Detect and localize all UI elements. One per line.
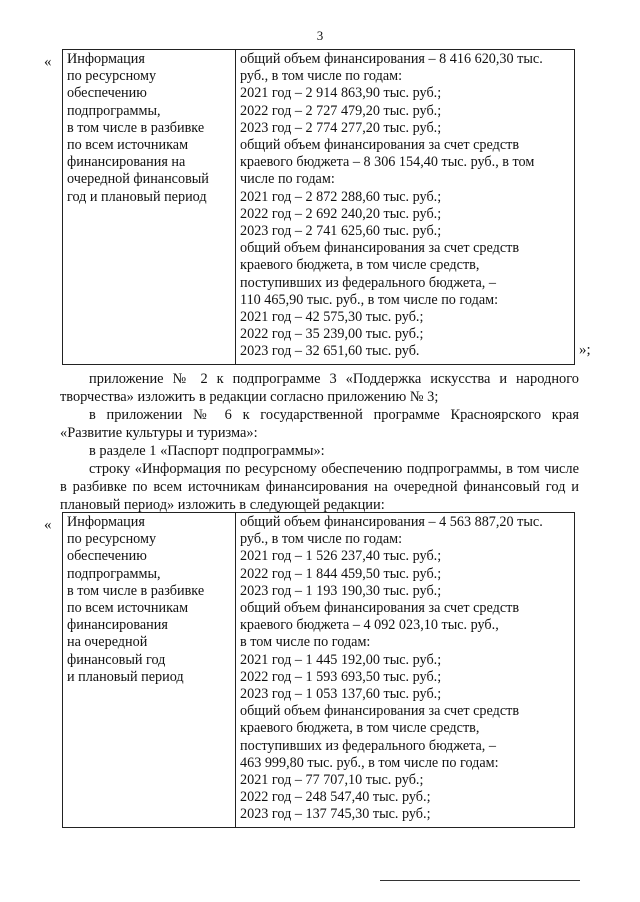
table-1-value-cell xyxy=(236,50,575,365)
label-line: очередной финансовый xyxy=(67,171,209,188)
funding-line: 2021 год – 2 872 288,60 тыс. руб.; xyxy=(240,188,442,205)
funding-line: 2023 год – 1 053 137,60 тыс. руб.; xyxy=(240,686,442,703)
funding-line: краевого бюджета, в том числе средств, xyxy=(240,257,480,274)
label-line: по всем источникам xyxy=(67,600,189,617)
funding-line: 2023 год – 2 774 277,20 тыс. руб.; xyxy=(240,119,442,136)
label-line: по всем источникам xyxy=(67,137,189,154)
funding-line: 2022 год – 2 727 479,20 тыс. руб.; xyxy=(240,102,442,119)
label-line: в том числе в разбивке xyxy=(67,119,205,136)
funding-line: 2023 год – 1 193 190,30 тыс. руб.; xyxy=(240,582,442,599)
opening-quote-1: « xyxy=(44,54,52,70)
funding-line: руб., в том числе по годам: xyxy=(240,531,403,548)
funding-line: общий объем финансирования за счет средств xyxy=(240,240,520,257)
label-line: обеспечению xyxy=(67,85,147,102)
label-line: финансовый год xyxy=(67,651,166,668)
funding-line: числе по годам: xyxy=(240,171,335,188)
label-line: обеспечению xyxy=(67,548,147,565)
funding-line: краевого бюджета, в том числе средств, xyxy=(240,720,480,737)
funding-line: 110 465,90 тыс. руб., в том числе по годам: xyxy=(240,291,499,308)
funding-line: 2021 год – 77 707,10 тыс. руб.; xyxy=(240,772,424,789)
funding-line: общий объем финансирования за счет средств xyxy=(240,600,520,617)
footer-divider xyxy=(380,880,580,881)
label-line: финансирования на xyxy=(67,154,186,171)
closing-quote-1: »; xyxy=(579,342,591,358)
funding-line: 2021 год – 1 445 192,00 тыс. руб.; xyxy=(240,651,442,668)
paragraph-section-1: в разделе 1 «Паспорт подпрограммы»: xyxy=(89,443,325,459)
funding-line: в том числе по годам: xyxy=(240,634,371,651)
table-2-value-cell xyxy=(236,513,575,828)
label-line: Информация xyxy=(67,51,145,67)
funding-line: 2023 год – 2 741 625,60 тыс. руб.; xyxy=(240,223,442,240)
funding-line: общий объем финансирования – 8 416 620,30 тыс. xyxy=(240,51,543,67)
funding-line: 2021 год – 42 575,30 тыс. руб.; xyxy=(240,309,424,326)
funding-line: общий объем финансирования – 4 563 887,20 тыс. xyxy=(240,514,543,530)
funding-line: руб., в том числе по годам: xyxy=(240,68,403,85)
funding-line: 2022 год – 35 239,00 тыс. руб.; xyxy=(240,326,424,343)
label-line: Информация xyxy=(67,514,145,530)
table-1-label-cell xyxy=(63,50,236,365)
table-row xyxy=(63,513,575,828)
funding-line: 2022 год – 248 547,40 тыс. руб.; xyxy=(240,789,431,806)
funding-line: 2022 год – 1 844 459,50 тыс. руб.; xyxy=(240,565,442,582)
funding-line: 463 999,80 тыс. руб., в том числе по годам: xyxy=(240,754,499,771)
label-line: и плановый период xyxy=(67,668,184,685)
label-line: подпрограммы, xyxy=(67,565,161,582)
table-2-label-cell xyxy=(63,513,236,828)
funding-line: краевого бюджета – 4 092 023,10 тыс. руб., xyxy=(240,617,499,634)
funding-line: 2023 год – 32 651,60 тыс. руб. xyxy=(240,343,420,360)
opening-quote-2: « xyxy=(44,517,52,533)
funding-line: 2021 год – 2 914 863,90 тыс. руб.; xyxy=(240,85,442,102)
page-number: 3 xyxy=(316,28,324,43)
table-row xyxy=(63,50,575,365)
label-line: в том числе в разбивке xyxy=(67,582,205,599)
funding-line: общий объем финансирования за счет средств xyxy=(240,703,520,720)
paragraph-appendix-2: приложение № 2 к подпрограмме 3 «Поддержка искусства и народного творчества» изложить в редакции согласно приложению № 3; xyxy=(60,371,579,405)
funding-line: общий объем финансирования за счет средств xyxy=(240,137,520,154)
funding-line: поступивших из федерального бюджета, – xyxy=(240,737,496,754)
resource-info-table-1 xyxy=(62,49,575,365)
label-line: финансирования xyxy=(67,617,168,634)
label-line: по ресурсному xyxy=(67,68,157,85)
paragraph-appendix-6: в приложении № 6 к государственной программе Красноярского края «Развитие культуры и туризма»: xyxy=(60,407,579,441)
funding-line: краевого бюджета – 8 306 154,40 тыс. руб., в том xyxy=(240,154,535,171)
funding-line: 2022 год – 2 692 240,20 тыс. руб.; xyxy=(240,205,442,222)
funding-line: 2022 год – 1 593 693,50 тыс. руб.; xyxy=(240,668,442,685)
funding-line: 2021 год – 1 526 237,40 тыс. руб.; xyxy=(240,548,442,565)
paragraph-replace-row: строку «Информация по ресурсному обеспечению подпрограммы, в том числе в разбивке по всем источникам финансирования на очередной финансовый год и плановый период» изложить в следующей редакции: xyxy=(60,461,579,513)
label-line: по ресурсному xyxy=(67,531,157,548)
funding-line: поступивших из федерального бюджета, – xyxy=(240,274,496,291)
label-line: на очередной xyxy=(67,634,148,651)
label-line: подпрограммы, xyxy=(67,102,161,119)
funding-line: 2023 год – 137 745,30 тыс. руб.; xyxy=(240,806,431,823)
label-line: год и плановый период xyxy=(67,188,207,205)
resource-info-table-2 xyxy=(62,512,575,828)
